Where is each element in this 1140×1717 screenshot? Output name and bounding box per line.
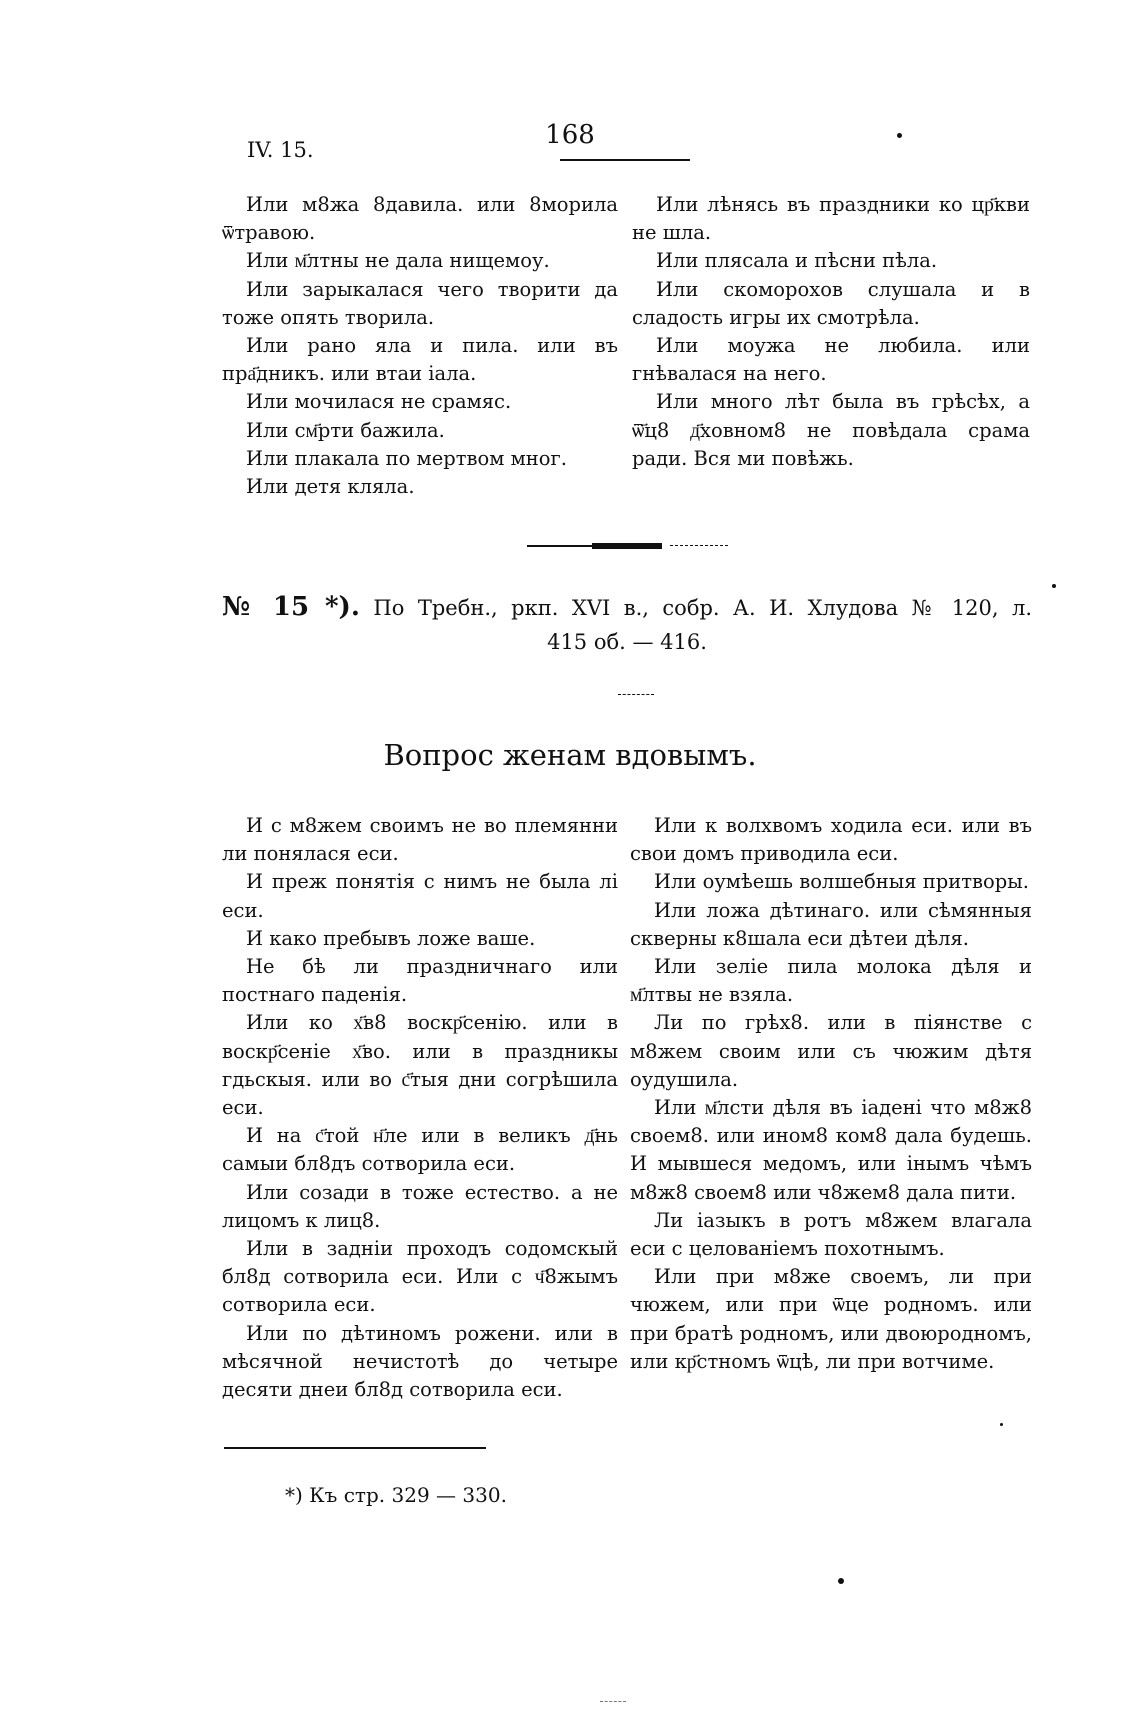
citation-pages: 415 об. — 416. [547, 630, 707, 654]
paragraph: Или ко х҃в8 воскр҃сенію. или в воскр҃сеніе х҃во. или в праздникы гдьскыя. или во с҃тыя дни согрѣшила еси. [222, 1011, 618, 1120]
ink-speck [1052, 584, 1056, 588]
paragraph: Или по дѣтиномъ рожени. или в мѣсячной нечистотѣ до четыре десяти днеи бл8д сотворила еси. [222, 1321, 618, 1402]
footnote: *) Къ стр. 329 — 330. [285, 1483, 507, 1507]
ink-speck [897, 133, 902, 138]
paragraph: И како пребывъ ложе ваше. [246, 926, 536, 950]
paragraph: Или скоморохов слушала и в сладость игры их смотрѣла. [632, 277, 1030, 329]
ink-speck [838, 1578, 844, 1584]
paragraph: И на с҃той н҃ле или в великъ д҃нь самыи бл8дъ сотворила еси. [222, 1124, 618, 1176]
top-right-column [632, 191, 1030, 473]
paragraph: Или к волхвомъ ходила еси. или въ свои домъ приводила еси. [630, 814, 1032, 866]
paragraph: Или много лѣт была въ грѣсѣх, а ѿ҃ц8 д҃ховном8 не повѣдала срама ради. Вся ми повѣжь. [632, 390, 1030, 470]
section-divider [592, 543, 662, 549]
paragraph: И преж понятія с нимъ не была лі еси. [222, 870, 618, 922]
paragraph: Или мочилася не срамяс. [246, 390, 512, 414]
paragraph: Или рано яла и пила. или въ пра҃дникъ. или втаи iала. [222, 334, 618, 386]
paragraph: Ли iазыкъ в ротъ м8жем влагала еси с целованіемъ похотнымъ. [630, 1208, 1032, 1261]
ink-speck [1000, 1423, 1003, 1426]
paragraph: Или детя кляла. [246, 475, 415, 499]
paragraph: Или ложа дѣтинаго. или сѣмянныя скверны к8шала еси дѣтеи дѣля. [630, 898, 1032, 950]
paragraph: Или м8жа 8давила. или 8морила ѿтравою. [222, 193, 618, 245]
paragraph: Ли по грѣх8. или в піянстве с м8жем своим или съ чюжим дѣтя оудушила. [630, 1011, 1032, 1091]
paragraph: Или в задніи проходъ содомскый бл8д сотворила еси. Или с ч҃8жымъ сотворила еси. [222, 1237, 618, 1317]
document-number: № 15 *). [222, 592, 360, 622]
page-number: 168 [545, 120, 595, 150]
paragraph: Или зеліе пила молока дѣля и м҃лтвы не взяла. [630, 955, 1032, 1007]
paragraph: Или плакала по мертвом мног. [246, 446, 567, 470]
source-citation [222, 590, 1032, 659]
section-reference: IV. 15. [247, 138, 314, 162]
section-divider [670, 545, 728, 547]
section-heading: Вопрос женам вдовымъ. [383, 738, 757, 772]
paragraph: Или при м8же своемъ, ли при чюжем, или при ѿце родномъ. или при братѣ родномъ, или двоюродномъ, или кр҃стномъ ѿцѣ, ли при вотчиме. [630, 1265, 1032, 1373]
paragraph: И с м8жем своимъ не во племянни ли понялася еси. [222, 814, 618, 866]
paragraph: Или см҃рти бажила. [246, 418, 445, 442]
paragraph: Или м҃лтны не дала нищемоу. [246, 249, 550, 273]
top-left-column [222, 191, 618, 501]
page-number-rule [560, 159, 690, 161]
main-left-column [222, 812, 618, 1404]
paragraph: Или плясала и пѣсни пѣла. [656, 249, 938, 273]
footnote-rule [224, 1447, 486, 1449]
citation-text: По Требн., ркп. XVI в., собр. А. И. Хлудова № 120, л. [373, 596, 1032, 620]
section-divider [527, 545, 592, 547]
main-right-column [630, 812, 1032, 1376]
paragraph: Или моужа не любила. или гнѣвалася на него. [632, 334, 1030, 386]
paragraph: Не бѣ ли праздничнаго или постнаго паденія. [222, 955, 618, 1007]
short-divider [618, 694, 654, 696]
paragraph: Или созади в тоже естество. а не лицомъ к лиц8. [222, 1180, 618, 1232]
paragraph: Или зарыкалася чего творити да тоже опять творила. [222, 277, 618, 329]
bottom-mark [600, 1701, 626, 1703]
paragraph: Или лѣнясь въ праздники ко цр҃кви не шла. [632, 193, 1030, 245]
paragraph: Или оумѣешь волшебныя притворы. [654, 870, 1029, 894]
paragraph: Или м҃лсти дѣля въ iадені что м8ж8 своем8. или ином8 ком8 дала будешь. И мывшеся медомъ, или інымъ чѣмъ м8ж8 своем8 или ч8жем8 дала пити. [630, 1096, 1032, 1204]
